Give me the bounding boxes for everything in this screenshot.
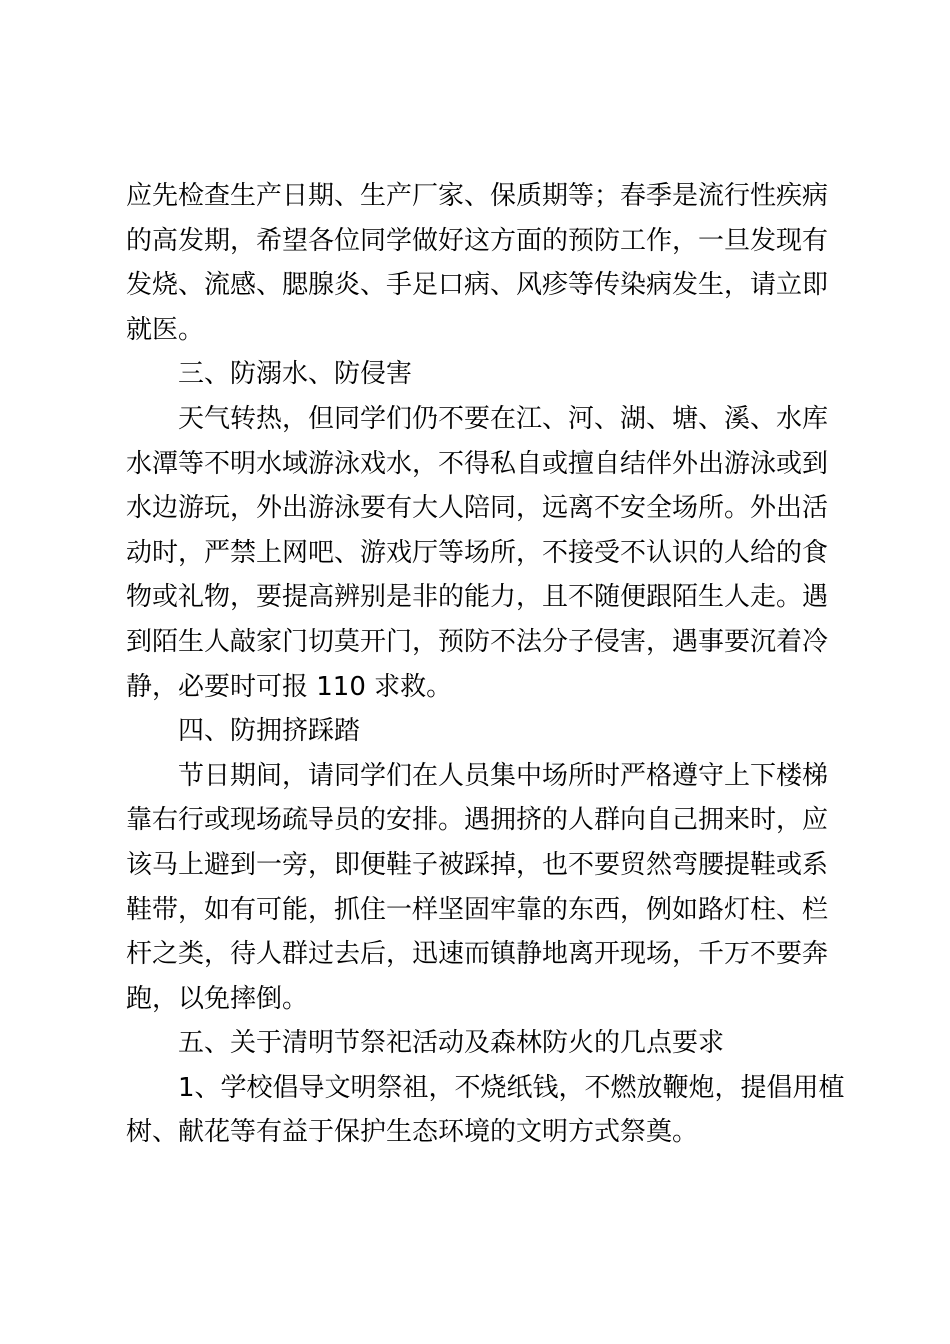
body-line: 水边游玩，外出游泳要有大人陪同，远离不安全场所。外出活 xyxy=(126,493,829,524)
section-heading-5: 五、关于清明节祭祀活动及森林防火的几点要求 xyxy=(178,1028,725,1059)
body-line: 跑，以免摔倒。 xyxy=(126,983,309,1014)
paragraph-first-line: 天气转热，但同学们仍不要在江、河、湖、塘、溪、水库 xyxy=(178,403,829,434)
body-line: 静，必要时可报 110 求救。 xyxy=(126,671,453,702)
body-line: 靠右行或现场疏导员的安排。遇拥挤的人群向自己拥来时，应 xyxy=(126,805,829,836)
paragraph-first-line: 1、学校倡导文明祭祖，不烧纸钱，不燃放鞭炮，提倡用植 xyxy=(178,1072,845,1103)
body-line: 的高发期，希望各位同学做好这方面的预防工作，一旦发现有 xyxy=(126,225,829,256)
body-line: 水潭等不明水域游泳戏水，不得私自或擅自结伴外出游泳或到 xyxy=(126,448,829,479)
body-line: 树、献花等有益于保护生态环境的文明方式祭奠。 xyxy=(126,1117,699,1148)
body-line: 发烧、流感、腮腺炎、手足口病、风疹等传染病发生，请立即 xyxy=(126,270,829,301)
body-line: 应先检查生产日期、生产厂家、保质期等；春季是流行性疾病 xyxy=(126,181,829,211)
body-line: 杆之类，待人群过去后，迅速而镇静地离开现场，千万不要奔 xyxy=(126,939,829,970)
body-line: 就医。 xyxy=(126,314,205,345)
document-body xyxy=(126,174,845,1155)
section-heading-4: 四、防拥挤踩踏 xyxy=(178,716,361,747)
body-line: 该马上避到一旁，即便鞋子被踩掉，也不要贸然弯腰提鞋或系 xyxy=(126,849,829,880)
section-heading-3: 三、防溺水、防侵害 xyxy=(178,359,413,390)
body-line: 物或礼物，要提高辨别是非的能力，且不随便跟陌生人走。遇 xyxy=(126,582,829,613)
body-line: 动时，严禁上网吧、游戏厅等场所，不接受不认识的人给的食 xyxy=(126,537,829,568)
body-line: 鞋带，如有可能，抓住一样坚固牢靠的东西，例如路灯柱、栏 xyxy=(126,894,829,925)
paragraph-first-line: 节日期间，请同学们在人员集中场所时严格遵守上下楼梯 xyxy=(178,760,829,791)
body-line: 到陌生人敲家门切莫开门，预防不法分子侵害，遇事要沉着冷 xyxy=(126,626,829,657)
